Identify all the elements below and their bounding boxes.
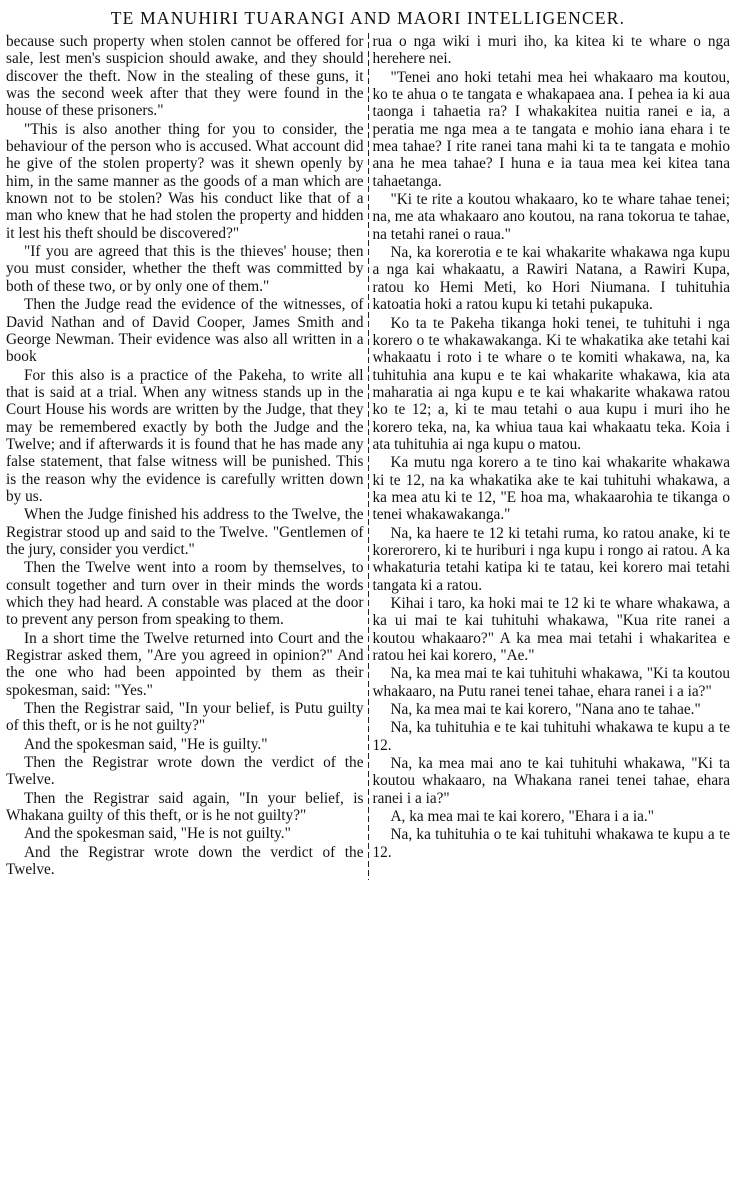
paragraph: Na, ka haere te 12 ki tetahi ruma, ko ratou anake, ki te korerorero, ki te huriburi i nga kupu i rongo ai ratou. A ka whakaturia tetahi katipa ki te tatau, kei korero mai tetahi tangata ki a ratou. (372, 524, 730, 594)
paragraph: Then the Registrar said again, "In your belief, is Whakana guilty of this theft, or is he not guilty?" (6, 789, 364, 825)
paragraph: Then the Twelve went into a room by themselves, to consult together and turn over in their minds the words which they had heard. A constable was placed at the door to prevent any person from speaking to them. (6, 559, 364, 629)
paragraph: When the Judge finished his address to the Twelve, the Registrar stood up and said to the Twelve. "Gentlemen of the jury, consider you verdict." (6, 506, 364, 558)
paragraph: Ko ta te Pakeha tikanga hoki tenei, te tuhituhi i nga korero o te whakawakanga. Ki te whakatika ake tetahi kai whakaatu i roto i te whare o te komiti whakawa, na, ka tuhituhia ana kupu e te kai whakarite whakawa, kia ata maharatia ai nga kupu e te kai whakarite whakawa ratou ko te 12; a, ki te mau tetahi o aua kupu i muri iho he korero teka, na, ka whiua taua kai whakaatu teka. Koia i ata tuhituhia ai nga kupu o matou. (372, 314, 730, 453)
paragraph: "Tenei ano hoki tetahi mea hei whakaaro ma koutou, ko te ahua o te tangata e whakapaea ana. I pehea ia ki aua taonga i tahaetia ra? I whakakitea nuitia ranei e ia, a peratia me nga mea a te tangata e mohio iana ehara i te mea tahae? I rite ranei tana mahi ki ta te tangata e mohio ana he mea tahae? I huna e ia taua mea kei kitea tana tahaetanga. (372, 68, 730, 190)
left-column-english (6, 33, 364, 880)
column-divider (368, 33, 369, 880)
paragraph: Then the Registrar said, "In your belief, is Putu guilty of this theft, or is he not guilty?" (6, 700, 364, 735)
paragraph: "If you are agreed that this is the thieves' house; then you must consider, whether the theft was committed by both of these two, or by only one of them." (6, 243, 364, 295)
page-header: TE MANUHIRI TUARANGI AND MAORI INTELLIGENCER. (110, 8, 626, 28)
columns (6, 33, 730, 880)
paragraph: A, ka mea mai te kai korero, "Ehara i a ia." (390, 808, 654, 826)
paragraph: Na, ka tuhituhia e te kai tuhituhi whakawa te kupu a te 12. (372, 719, 730, 754)
paragraph: In a short time the Twelve returned into Court and the Registrar asked them, "Are you agreed in opinion?" And the one who had been appointed by them as their spokesman, said: "Yes." (6, 629, 364, 699)
right-column-maori (373, 33, 731, 880)
paragraph: And the spokesman said, "He is not guilty." (24, 825, 291, 843)
paragraph: because such property when stolen cannot be offered for sale, lest men's suspicion should awake, and they should discover the theft. Now in the stealing of these guns, it was the second week after that they were found in the house of these prisoners." (6, 33, 364, 120)
paragraph: Na, ka mea mai ano te kai tuhituhi whakawa, "Ki ta koutou whakaaro, na Whakana ranei tenei tahae, ehara ranei i a ia?" (372, 755, 730, 807)
paragraph: And the spokesman said, "He is guilty." (24, 735, 268, 753)
paragraph: Ka mutu nga korero a te tino kai whakarite whakawa ki te 12, na ka whakatika ake te kai tuhituhi whakawa, a ka mea atu ki te 12, "E hoa ma, whakaarohia te tikanga o tenei whakawakanga." (372, 454, 730, 524)
paragraph: For this also is a practice of the Pakeha, to write all that is said at a trial. When any witness stands up in the Court House his words are written by the Judge, that they may be remembered exactly by both the Judge and the Twelve; and if afterwards it is found that he has made any false statement, that false witness will be punished. This is the reason why the evidence is carefully written down by us. (6, 366, 364, 505)
paragraph: Then the Judge read the evidence of the witnesses, of David Nathan and of David Cooper, James Smith and George Newman. Their evidence was also all written in a book (6, 296, 364, 366)
paragraph: And the Registrar wrote down the verdict of the Twelve. (6, 843, 364, 879)
paragraph: rua o nga wiki i muri iho, ka kitea ki te whare o nga herehere nei. (372, 33, 730, 68)
paragraph: "Ki te rite a koutou whakaaro, ko te whare tahae tenei; na, me ata whakaaro ano koutou, na rana tokorua te tahae, na tetahi ranei o raua." (372, 191, 730, 243)
paragraph: "This is also another thing for you to consider, the behaviour of the person who is accused. What account did he give of the stolen property? was it shewn openly by him, in the same manner as the goods of a man which are known not to be stolen? Was his conduct like that of a man who knew that he had stolen the property and hidden it lest his theft should be discovered?" (6, 120, 364, 242)
paragraph: Na, ka korerotia e te kai whakarite whakawa nga kupu a nga kai whakaatu, a Rawiri Natana, a Rawiri Kupa, ratou ko Hemi Meti, ko Hori Niumana. I tuhituhia katoatia hoki a ratou kupu ki tetahi pukapuka. (372, 244, 730, 314)
paragraph: Kihai i taro, ka hoki mai te 12 ki te whare whakawa, a ka ui mai te kai tuhituhi whakawa, "Kua rite ranei a koutou whakaaro?" A ka mea mai tetahi i whakaritea e ratou hei kai korero, "Ae." (372, 595, 730, 665)
paragraph: Then the Registrar wrote down the verdict of the Twelve. (6, 754, 364, 789)
paragraph: Na, ka tuhituhia o te kai tuhituhi whakawa te kupu a te 12. (372, 826, 730, 861)
paragraph: Na, ka mea mai te kai korero, "Nana ano te tahae." (390, 701, 701, 719)
paragraph: Na, ka mea mai te kai tuhituhi whakawa, "Ki ta koutou whakaaro, na Putu ranei tenei tahae, ehara ranei i a ia?" (372, 665, 730, 700)
